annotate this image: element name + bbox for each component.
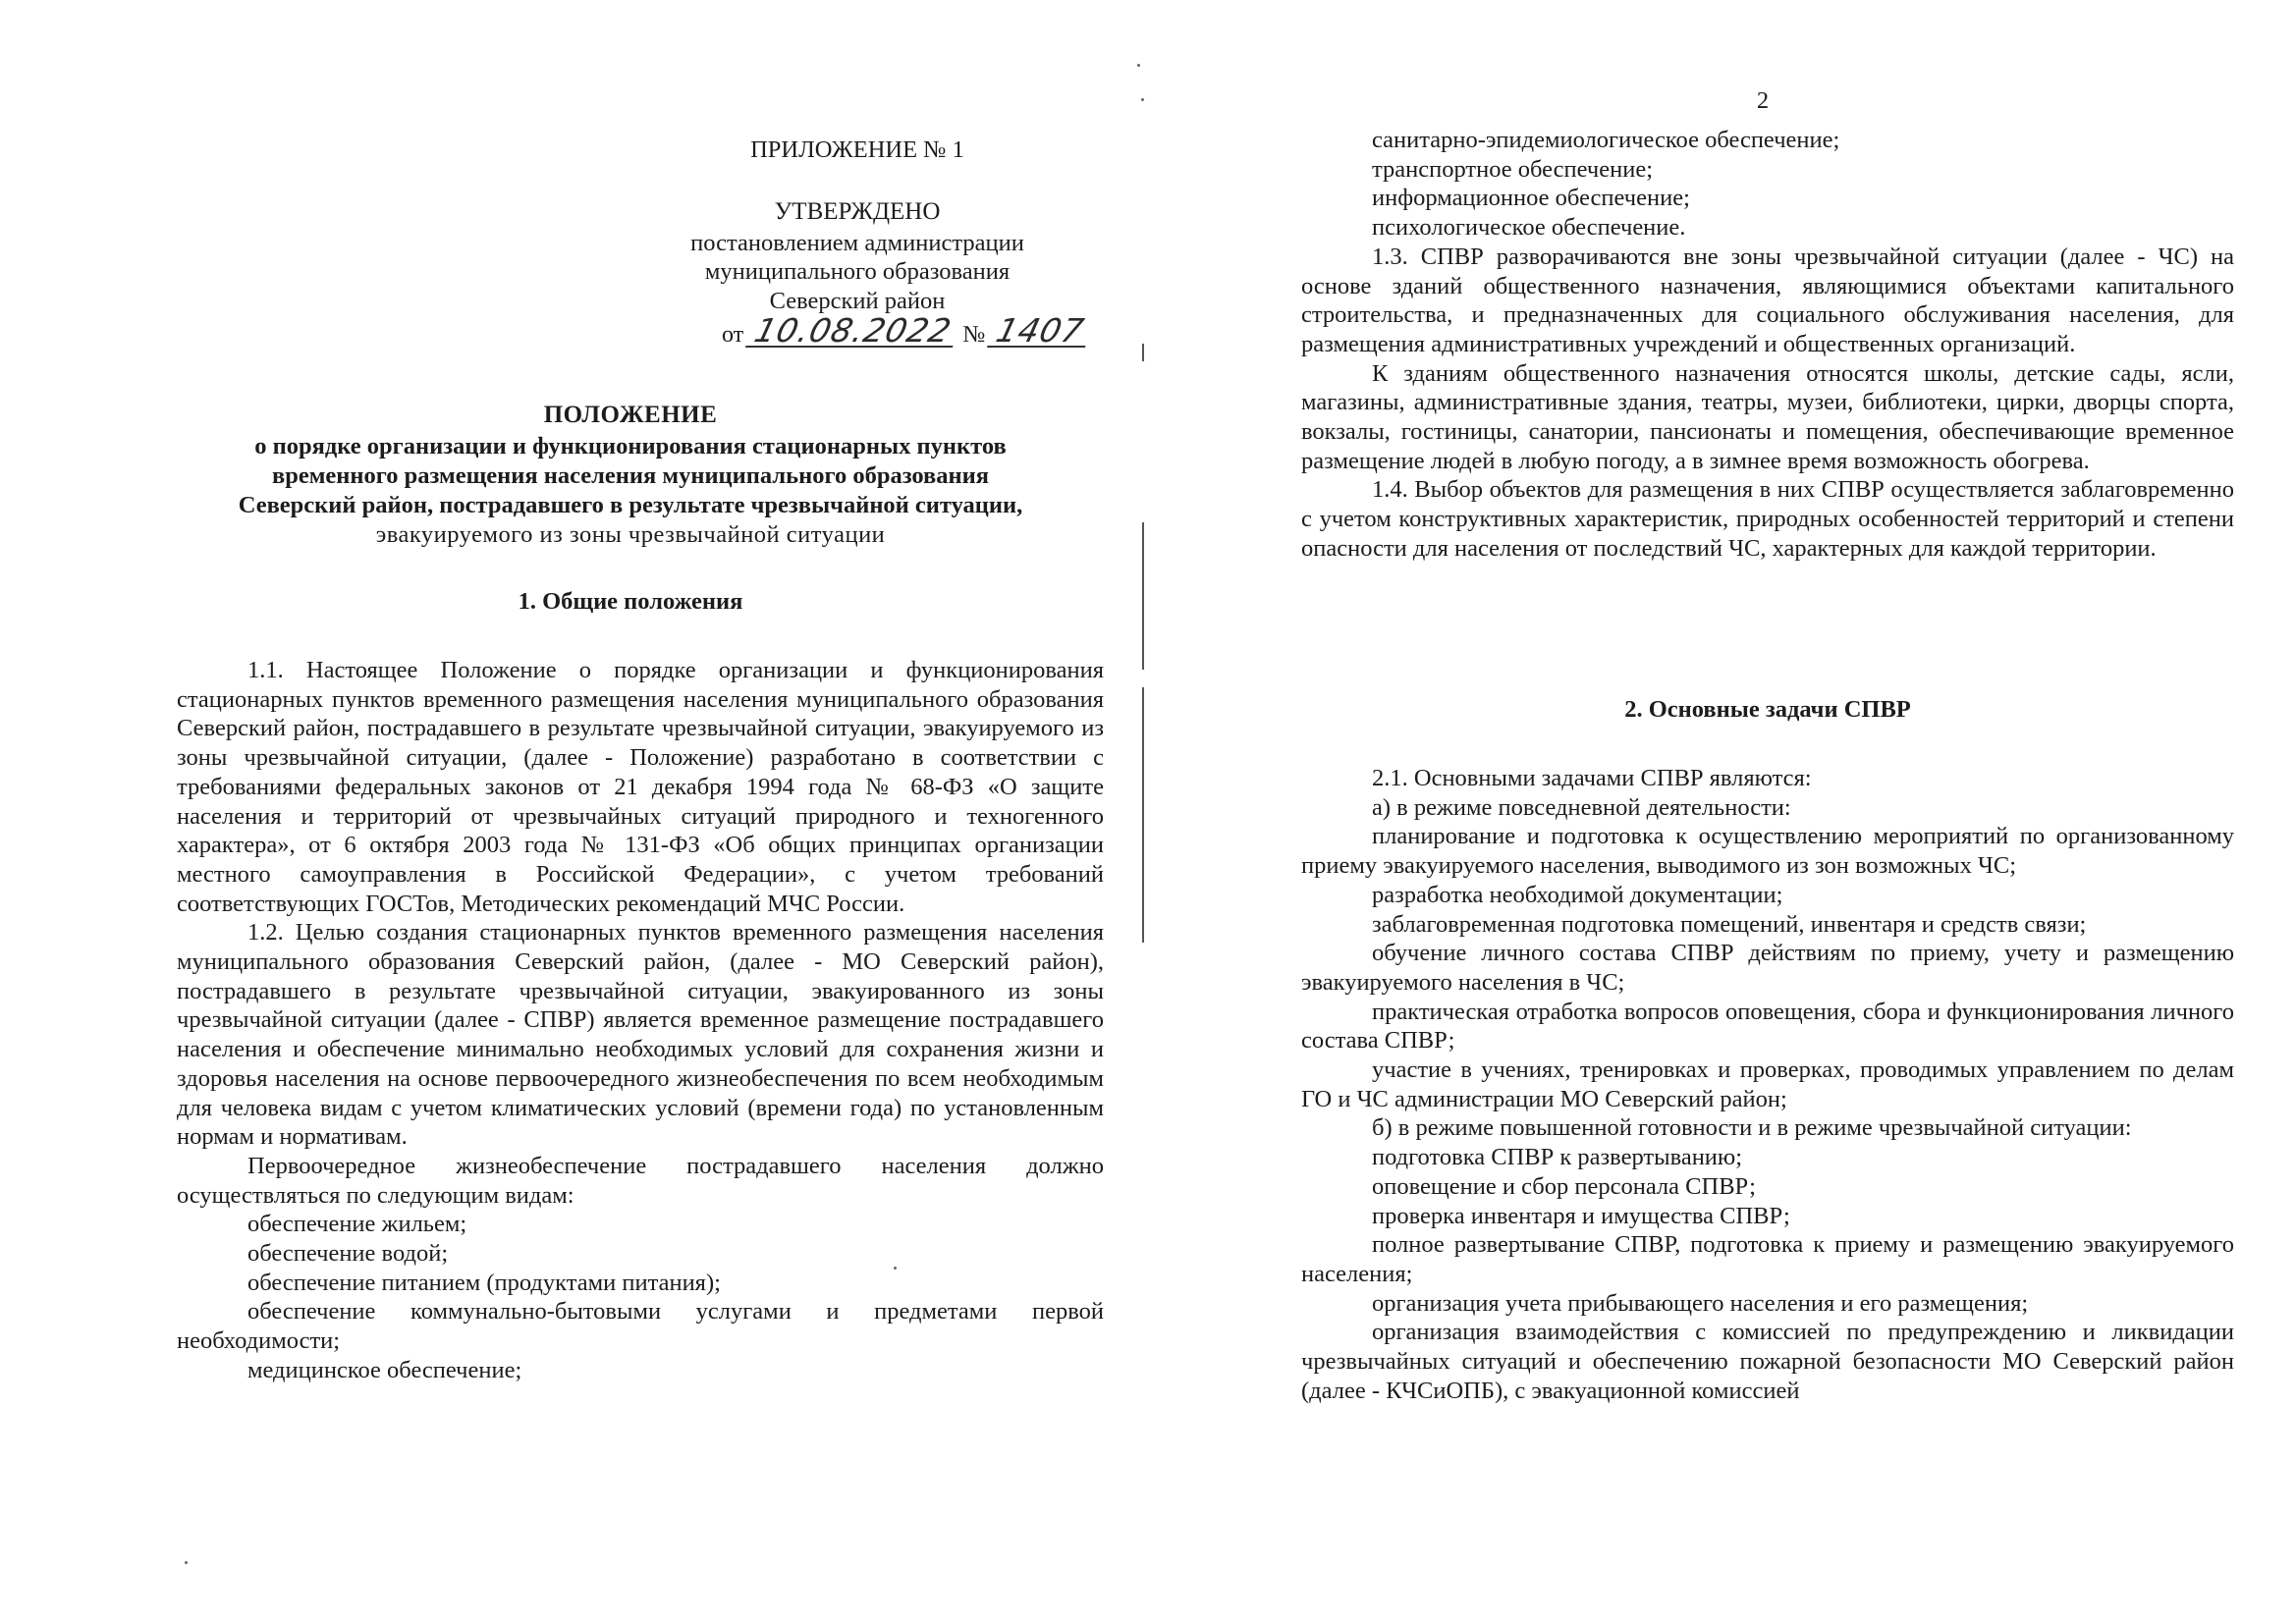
right-page-body-top [1301, 126, 2234, 564]
support-type-item: информационное обеспечение; [1372, 185, 1690, 212]
paragraph-1-1: 1.1. Настоящее Положение о порядке организации и функционирования стационарных пунктов временного размещения населения муниципального образования Северский район, пострадавшего в результате чрезвычайной ситуации, эвакуируемого из зоны чрезвычайной ситуации, (далее - Положение) разработано в соответствии с требованиями федеральных законов от 21 декабря 1994 года № 68-ФЗ «О защите населения и территорий от чрезвычайных ситуаций природного и техногенного характера», от 6 октября 2003 года № 131-ФЗ «Об общих принципах организации местного самоуправления в Российской Федерации», с учетом требований соответствующих ГОСТов, Методических рекомендаций МЧС России. [177, 657, 1104, 917]
scan-speck [1141, 98, 1144, 101]
mode-emergency-heading: б) в режиме повышенной готовности и в режиме чрезвычайной ситуации: [1372, 1114, 2132, 1142]
task-item: подготовка СПВР к развертыванию; [1372, 1144, 1743, 1171]
document-subtitle-line: эвакуируемого из зоны чрезвычайной ситуации [375, 520, 886, 548]
task-item: планирование и подготовка к осуществлению мероприятий по организованному приему эвакуируемого населения, выводимого из зон возможных ЧС; [1301, 823, 2234, 880]
order-date-number [722, 311, 1252, 351]
paragraph-1-4: 1.4. Выбор объектов для размещения в них СПВР осуществляется заблаговременно с учетом конструктивных характеристик, природных особенностей территорий и степени опасности для населения от последствий ЧС, характерных для каждой территории. [1301, 476, 2234, 562]
page-number: 2 [1756, 87, 1770, 114]
handwritten-order-date: 10.08.2022 [745, 316, 960, 348]
binding-mark [1142, 687, 1144, 943]
task-item: разработка необходимой документации; [1372, 881, 1783, 908]
right-page-body-bottom [1301, 764, 2234, 1405]
task-item: оповещение и сбор персонала СПВР; [1372, 1172, 1756, 1200]
paragraph-1-3: 1.3. СПВР разворачиваются вне зоны чрезвычайной ситуации (далее - ЧС) на основе зданий общественного назначения, являющимися объектами капитального строительства, и предназначенных для социального обслуживания населения, для размещения административных учреждений и общественных организаций. [1301, 243, 2234, 357]
appendix-title: ПРИЛОЖЕНИЕ № 1 [750, 136, 964, 163]
approved-by-line: Северский район [769, 288, 946, 314]
support-type-item: психологическое обеспечение. [1372, 214, 1686, 242]
order-date-prefix: от [722, 322, 744, 348]
approved-by-line: постановлением администрации [690, 230, 1024, 256]
approved-by-line: муниципального образования [704, 258, 1011, 285]
task-item: организация учета прибывающего населения и его размещения; [1372, 1289, 2029, 1317]
handwritten-order-number: 1407 [987, 316, 1093, 348]
binding-mark [1142, 344, 1144, 361]
support-type-item: обеспечение коммунально-бытовыми услугами и предметами первой необходимости; [177, 1298, 1104, 1355]
paragraph-public-buildings: К зданиям общественного назначения относятся школы, детские сады, ясли, магазины, административные здания, театры, музеи, библиотеки, цирки, дворцы спорта, вокзалы, гостиницы, санатории, пансионаты и помещения, обеспечивающие временное размещение людей в любую погоду, а в зимнее время возможность обогрева. [1301, 359, 2234, 474]
document-heading [157, 401, 1104, 550]
binding-mark [1142, 522, 1144, 670]
task-item: обучение личного состава СПВР действиям по приему, учету и размещению эвакуируемого населения в ЧС; [1301, 940, 2234, 996]
mode-daily-heading: а) в режиме повседневной деятельности: [1372, 793, 1791, 821]
document-subtitle-line: о порядке организации и функционирования стационарных пунктов [254, 432, 1007, 460]
approved-label: УТВЕРЖДЕНО [774, 198, 941, 225]
support-type-item: обеспечение водой; [247, 1240, 449, 1268]
task-item: организация взаимодействия с комиссией по предупреждению и ликвидации чрезвычайных ситуаций и обеспечению пожарной безопасности МО Северский район (далее - КЧСиОПБ), с эвакуационной комиссией [1301, 1319, 2234, 1404]
order-number-prefix: № [962, 322, 986, 348]
task-item: практическая отработка вопросов оповещения, сбора и функционирования личного состава СПВР; [1301, 998, 2234, 1055]
task-item: полное развертывание СПВР, подготовка к приему и размещению эвакуируемого населения; [1301, 1231, 2234, 1287]
scan-speck [1137, 64, 1140, 67]
section-2-title: 2. Основные задачи СПВР [1624, 696, 1911, 723]
task-item: проверка инвентаря и имущества СПВР; [1372, 1202, 1790, 1229]
document-subtitle-line: временного размещения населения муниципального образования [271, 461, 990, 489]
support-type-item: транспортное обеспечение; [1372, 155, 1653, 183]
support-type-item: санитарно-эпидемиологическое обеспечение; [1372, 127, 1840, 153]
scan-speck [894, 1267, 897, 1270]
task-item: заблаговременная подготовка помещений, инвентаря и средств связи; [1372, 910, 2087, 938]
task-item: участие в учениях, тренировках и проверках, проводимых управлением по делам ГО и ЧС администрации МО Северский район; [1301, 1056, 2234, 1112]
support-type-item: обеспечение питанием (продуктами питания); [247, 1269, 721, 1296]
support-type-item: обеспечение жильем; [247, 1211, 467, 1238]
paragraph-1-2: 1.2. Целью создания стационарных пунктов временного размещения населения муниципального образования Северский район, (далее - МО Северский район), пострадавшего в результате чрезвычайной ситуации, эвакуированного из зоны чрезвычайной ситуации (далее - СПВР) является временное размещение пострадавшего населения и обеспечение минимально необходимых условий для сохранения жизни и здоровья населения на основе первоочередного жизнеобеспечения по всем необходимым для человека видам с учетом климатических условий (времени года) по установленным нормам и нормативам. [177, 919, 1104, 1151]
paragraph-priority: Первоочередное жизнеобеспечение пострадавшего населения должно осуществляться по следующим видам: [177, 1152, 1104, 1209]
section-1-title: 1. Общие положения [518, 588, 743, 615]
document-title: ПОЛОЖЕНИЕ [543, 402, 718, 428]
paragraph-2-1: 2.1. Основными задачами СПВР являются: [1372, 765, 1812, 791]
scan-speck [185, 1561, 188, 1564]
document-subtitle-line: Северский район, пострадавшего в результате чрезвычайной ситуации, [238, 491, 1023, 518]
left-page-body [177, 656, 1104, 1385]
support-type-item: медицинское обеспечение; [247, 1356, 522, 1383]
